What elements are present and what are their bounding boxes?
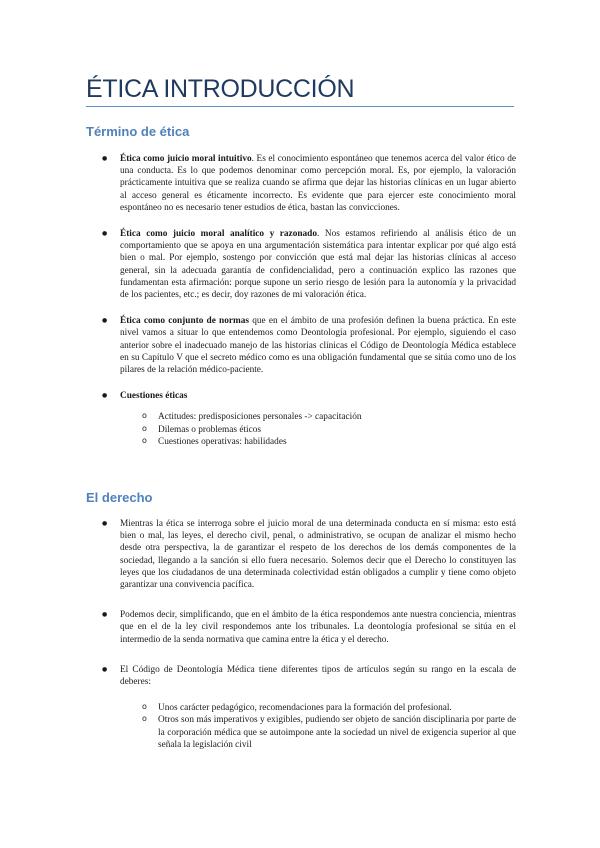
sub-item: o Actitudes: predisposiciones personales -> capacitación [120,411,516,423]
bullet-bold-term: Ética como conjunto de normas [120,316,250,327]
bullet-text: Podemos decir, simplificando, que en el ámbito de la ética respondemos ante nuestra conciencia, mientras que en el de la ley civil respondemos ante los tribunales. La deontología profesional se sitúa en el intermedio de la senda normativa que camina entre la ética y el derecho. [120,610,516,645]
bullet-bold-term: Cuestiones éticas [120,391,188,402]
bullet-etica-intuitivo [86,153,516,214]
derecho-bullet-list [86,518,516,751]
bullet-etica-vs-leyes [86,518,516,591]
page-title: ÉTICA INTRODUCCIÓN [86,75,355,103]
section-heading-termino: Término de ética [86,124,190,139]
sub-item: o Unos carácter pedagógico, recomendaciones para la formación del profesional. [120,702,516,714]
bullet-etica-normas [86,315,516,376]
bullet-cuestiones-eticas [86,390,516,448]
sub-item: o Cuestiones operativas: habilidades [120,436,516,448]
bullet-etica-razonado [86,228,516,301]
bullet-text: . Es el conocimiento espontáneo que tenemos acerca del valor ético de una conducta. Es lo que podemos denominar como percepción moral. Es, por ejemplo, la valoración prácticamente intuitiva que se realiza cuando se afirma que dejar las historias clínicas en un lugar abierto al acceso general es éticamente incorrecto. Es evidente que para ejercer este conocimiento moral espontáneo no es necesario tener estudios de ética, bastan las convicciones. [120,154,517,213]
bullet-bold-term: Ética como juicio moral analítico y razonado [120,229,317,240]
bullet-text: que en el ámbito de una profesión definen la buena práctica. En este nivel vamos a situar lo que entendemos como Deontología profesional. Por ejemplo, siguiendo el caso anterior sobre el inadecuado manejo de las historias clínicas el Código de Deontología Médica establece en su Capítulo V que el secreto médico como es una obligación fundamental que se sitúa como uno de los pilares de la relación médico-paciente. [120,316,516,376]
cuestiones-sublist [120,411,516,448]
bullet-codigo-deontologia [86,664,516,751]
termino-bullet-list [86,153,516,448]
bullet-text: . Nos estamos refiriendo al análisis ético de un comportamiento que se apoya en una argumentación sistemática para intentar explicar por qué algo está bien o mal. Por ejemplo, sostengo por convicción que está mal dejar las historias clínicas al acceso general, sin la adecuada garantía de confidencialidad, pero a continuación explico las razones que fundamentan esta afirmación: porque supone un serio riesgo de lesión para la autonomía y la privacidad de los pacientes, etc.; es decir, doy razones de mi valoración ética. [120,229,516,301]
bullet-bold-term: Ética como juicio moral intuitivo [120,154,252,164]
bullet-conciencia-tribunales [86,609,516,646]
title-underline [86,106,514,107]
section-heading-derecho: El derecho [86,490,153,505]
sub-item: o Dilemas o problemas éticos [120,424,516,436]
bullet-text: El Código de Deontología Médica tiene diferentes tipos de artículos según su rango en la escala de deberes: [120,664,516,688]
codigo-sublist [120,702,516,751]
bullet-text: Mientras la ética se interroga sobre el juicio moral de una determinada conducta en sí misma: esto está bien o mal, las leyes, el derecho civil, penal, o administrativo, se ocupan de analizar el mismo hecho desde otra perspectiva, la de garantizar el respeto de los derechos de los demás componentes de la sociedad, llegando a la sanción si ello fuera necesario. Solemos decir que el Derecho lo constituyen las leyes que los ciudadanos de una determinada colectividad están obligados a cumplir y tiene como objeto garantizar una convivencia pacífica. [120,519,516,591]
sub-item: o Otros son más imperativos y exigibles, pudiendo ser objeto de sanción disciplinaria por parte de la corporación médica que se autoimpone ante la sociedad un nivel de exigencia superior al que señala la legislación civil [120,714,516,751]
